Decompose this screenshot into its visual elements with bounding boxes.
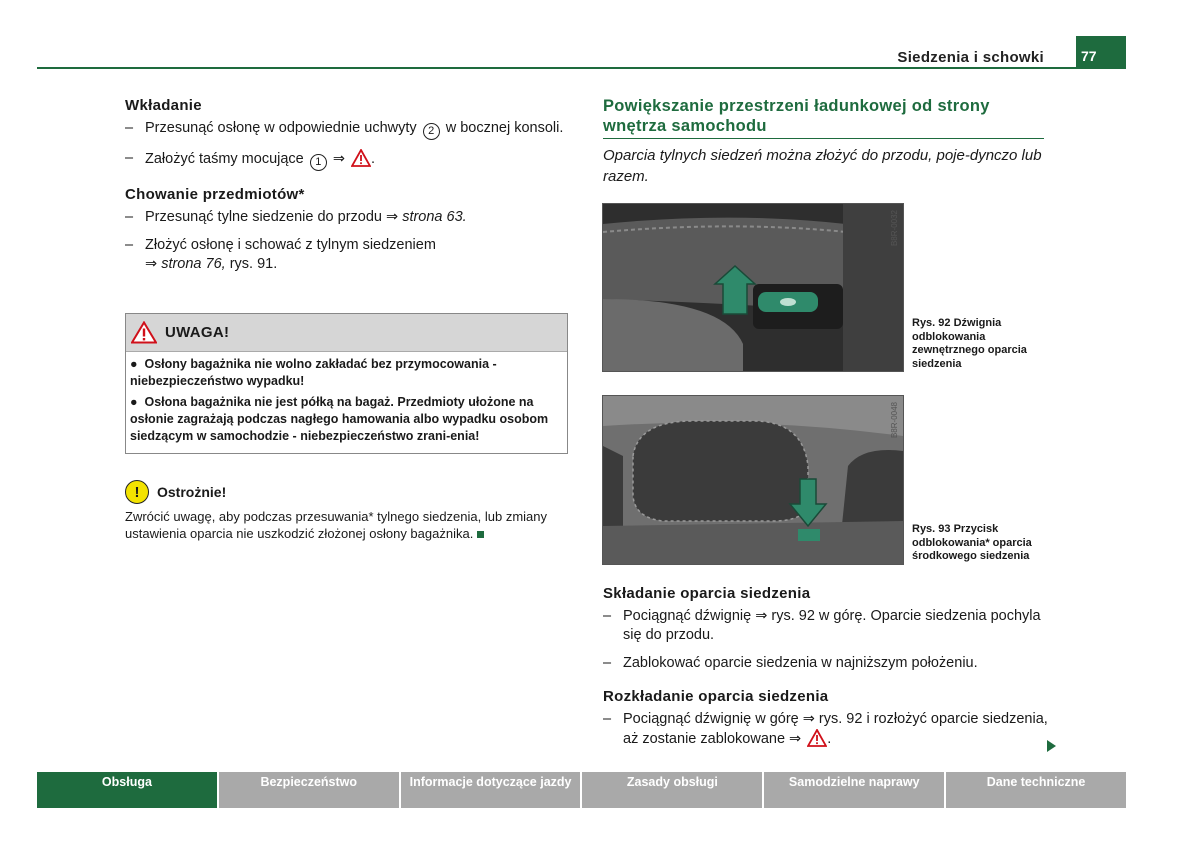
- list-item: – Przesunąć tylne siedzenie do przodu ⇒ strona 63.: [125, 209, 467, 225]
- caution-header: [125, 480, 570, 504]
- figure-reference[interactable]: rys. 91.: [225, 256, 278, 272]
- footer-tab-naprawy[interactable]: Samodzielne naprawy: [764, 772, 944, 808]
- item-text: Pociągnąć dźwignię ⇒ rys. 92 w górę. Oparcie siedzenia pochyla się do przodu.: [623, 608, 1041, 643]
- footer-tab-informacje[interactable]: Informacje dotyczące jazdy: [401, 772, 581, 808]
- warning-title: UWAGA!: [165, 324, 230, 341]
- page-number: 77: [1076, 36, 1126, 69]
- figure-92-image: [602, 203, 904, 372]
- list-item: – Złożyć osłonę i schować z tylnym siedzeniem ⇒ strona 76, rys. 91.: [125, 237, 436, 272]
- warning-body: [126, 352, 567, 453]
- seat-lever-illustration: [603, 204, 903, 371]
- footer-tab-bezpieczenstwo[interactable]: Bezpieczeństwo: [219, 772, 399, 808]
- warning-point: ● Osłony bagażnika nie wolno zakładać bez przymocowania - niebezpieczeństwo wypadku!: [130, 357, 497, 388]
- list-item: – Pociągnąć dźwignię w górę ⇒ rys. 92 i rozłożyć oparcie siedzenia, aż zostanie zablokowane ⇒ .: [603, 711, 1048, 747]
- exclamation-icon: !: [125, 480, 149, 504]
- warning-triangle-icon[interactable]: [351, 149, 371, 167]
- caution-title: Ostrożnie!: [157, 483, 227, 500]
- footer-tab-dane[interactable]: Dane techniczne: [946, 772, 1126, 808]
- item-text: .: [371, 151, 376, 167]
- unfolding-title: Rozkładanie oparcia siedzenia: [603, 688, 829, 705]
- footer-tab-obsluga[interactable]: Obsługa: [37, 772, 217, 808]
- caution-text: Zwrócić uwagę, aby podczas przesuwania* tylnego siedzenia, lub zmiany ustawienia oparcia nie uszkodzić złożonej osłony bagażnika.: [125, 509, 547, 541]
- arrow-ref: ⇒: [145, 256, 162, 272]
- warning-triangle-icon[interactable]: [807, 729, 827, 747]
- stowing-title: Chowanie przedmiotów*: [125, 186, 305, 203]
- item-text: w bocznej konsoli.: [445, 120, 564, 136]
- footer-nav: [37, 772, 1126, 808]
- folding-title: Składanie oparcia siedzenia: [603, 585, 811, 602]
- caution-note: [125, 480, 570, 542]
- end-marker-icon: [477, 531, 484, 538]
- list-item: – Zablokować oparcie siedzenia w najniższym położeniu.: [603, 655, 978, 671]
- item-text: .: [827, 731, 832, 747]
- inserting-title: Wkładanie: [125, 97, 202, 114]
- figure-93-caption: Rys. 93 Przycisk odblokowania* oparcia środkowego siedzenia: [912, 523, 1032, 562]
- figure-93-image: [602, 395, 904, 565]
- warning-box: [125, 313, 568, 454]
- item-text: Przesunąć osłonę w odpowiednie uchwyty: [145, 120, 417, 136]
- item-text: Założyć taśmy mocujące: [145, 151, 304, 167]
- warning-point: ● Osłona bagażnika nie jest półką na bagaż. Przedmioty ułożone na osłonie zagrażają podczas nagłego hamowania albo wypadku osobom siedzącym w samochodzie - niebezpieczeństwo zrani-enia!: [130, 395, 549, 443]
- page-reference-link[interactable]: strona 63.: [402, 209, 467, 225]
- next-page-arrow-icon[interactable]: [1047, 740, 1056, 752]
- callout-number: 1: [310, 154, 327, 171]
- figure-92-caption: Rys. 92 Dźwignia odblokowania zewnętrznego oparcia siedzenia: [912, 317, 1027, 370]
- item-text: Przesunąć tylne siedzenie do przodu ⇒: [145, 209, 403, 225]
- warning-header: [126, 314, 567, 352]
- warning-triangle-icon: [131, 321, 157, 344]
- item-text: Złożyć osłonę i schować z tylnym siedzeniem: [145, 237, 436, 253]
- header-rule: [37, 67, 1076, 69]
- right-column-bottom: [603, 584, 1048, 758]
- figure-code: B8R-0048: [890, 402, 899, 439]
- right-section-title: Powiększanie przestrzeni ładunkowej od strony wnętrza samochodu: [603, 96, 1044, 139]
- left-column: [125, 96, 570, 283]
- right-column: [603, 96, 1048, 187]
- callout-number: 2: [423, 123, 440, 140]
- figure-code: B8R-0032: [890, 210, 899, 247]
- item-text: Pociągnąć dźwignię w górę ⇒ rys. 92 i rozłożyć oparcie siedzenia, aż zostanie zablokowane ⇒: [623, 711, 1048, 747]
- footer-tab-zasady[interactable]: Zasady obsługi: [582, 772, 762, 808]
- section-title: Siedzenia i schowki: [897, 49, 1044, 66]
- list-item: – Założyć taśmy mocujące 1 ⇒ .: [125, 149, 570, 171]
- page-reference-link[interactable]: strona 76,: [161, 256, 226, 272]
- intro-text: Oparcia tylnych siedzeń można złożyć do przodu, poje-dynczo lub razem.: [603, 147, 1042, 185]
- item-text: Zablokować oparcie siedzenia w najniższym położeniu.: [623, 655, 978, 671]
- arrow-ref: ⇒: [332, 151, 345, 167]
- headrest-button-illustration: [603, 396, 903, 564]
- list-item: – Pociągnąć dźwignię ⇒ rys. 92 w górę. Oparcie siedzenia pochyla się do przodu.: [603, 608, 1041, 643]
- list-item: – Przesunąć osłonę w odpowiednie uchwyty 2 w bocznej konsoli.: [125, 119, 570, 140]
